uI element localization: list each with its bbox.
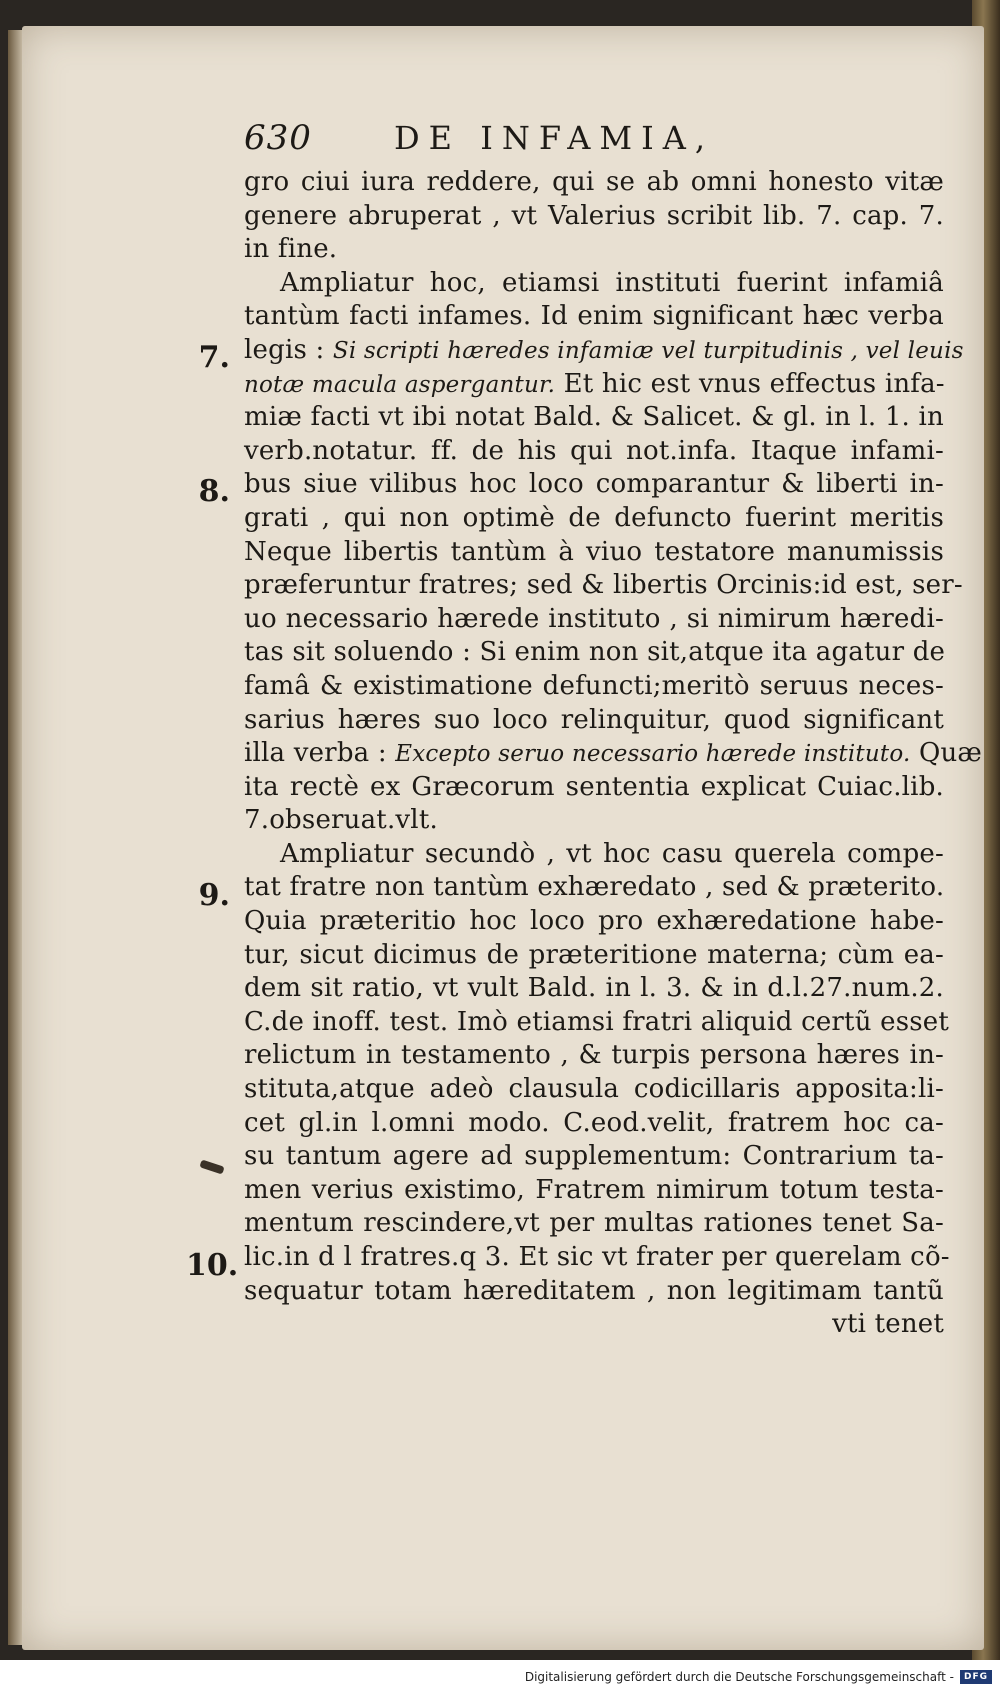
text-line: famâ & existimatione defuncti;meritò seruus neces- [244,670,944,701]
margin-note-9: 9. [198,878,230,913]
page-header [244,118,944,158]
italic-quote: notæ macula aspergantur. [244,371,556,398]
running-title: DE INFAMIA, [394,119,715,157]
text-line: Quia præteritio hoc loco pro exhæredatione habe- [244,906,944,937]
text-line: men verius existimo, Fratrem nimirum totum testa- [244,1174,944,1205]
text-line: Neque libertis tantùm à viuo testatore manumissis [244,536,944,567]
text-line: grati , qui non optimè de defuncto fuerint meritis [244,502,944,533]
text-line: 7.obseruat.vlt. [244,805,438,836]
text-line [244,737,983,771]
text-line: sequatur totam hæreditatem , non legitimam tantũ [244,1275,944,1306]
margin-note-7: 7. [198,340,230,375]
text-line: gro ciui iura reddere, qui se ab omni honesto vitæ [244,167,944,197]
text-line: su tantum agere ad supplementum: Contrarium ta- [244,1141,944,1172]
text-line: dem sit ratio, vt vult Bald. in l. 3. & in d.l.27.num.2. [244,973,944,1004]
text-line: tur, sicut dicimus de præteritione materna; cùm ea- [244,939,944,970]
text-line: miæ facti vt ibi notat Bald. & Salicet. & gl. in l. 1. in [244,402,944,433]
text-span: legis : [244,334,325,365]
text-line [244,334,964,368]
text-line: mentum rescindere,vt per multas rationes tenet Sa- [244,1208,944,1239]
text-line: C.de inoff. test. Imò etiamsi fratri aliquid certũ esset [244,1006,950,1037]
text-line: ita rectè ex Græcorum sententia explicat Cuiac.lib. [244,771,944,802]
text-line: uo necessario hærede instituto , si nimirum hæredi- [244,603,944,634]
text-line: præferuntur fratres; sed & libertis Orcinis:id est, ser- [244,570,963,601]
text-line: bus siue vilibus hoc loco comparantur & liberti in- [244,469,944,500]
text-line: tat fratre non tantùm exhæredato , sed & præterito. [244,872,945,903]
italic-quote: Si scripti hæredes infamiæ vel turpitudinis , vel leuis [332,337,964,364]
body-text [244,166,983,1342]
text-line: cet gl.in l.omni modo. C.eod.velit, fratrem hoc ca- [244,1107,944,1138]
text-line: relictum in testamento , & turpis persona hæres in- [244,1040,944,1071]
text-line: sarius hæres suo loco relinquitur, quod significant [244,704,944,735]
text-line: in fine. [244,234,338,265]
text-span: illa verba : [244,738,387,769]
digitization-footer [0,1662,992,1692]
text-line: lic.in d l fratres.q 3. Et sic vt frater per querelam cõ- [244,1242,950,1272]
text-line: stituta,atque adeò clausula codicillaris apposita:li- [244,1074,944,1105]
margin-note-10: 10. [186,1248,239,1283]
text-span: Et hic est vnus effectus infa- [563,368,945,399]
text-line: genere abruperat , vt Valerius scribit lib. 7. cap. 7. [244,200,944,231]
dfg-logo-icon: DFG [960,1670,992,1684]
text-span: Quæ [918,738,983,769]
text-line: Ampliatur secundò , vt hoc casu querela compe- [280,838,944,869]
text-line: verb.notatur. ff. de his qui not.infa. Itaque infami- [244,435,944,466]
page-number: 630 [244,118,312,158]
italic-quote: Excepto seruo necessario hærede instituto. [395,741,911,768]
text-line [244,368,944,402]
catchword: vti tenet [832,1309,944,1340]
margin-note-8: 8. [198,474,230,509]
footer-credit: Digitalisierung gefördert durch die Deutsche Forschungsgemeinschaft - [524,1670,954,1684]
text-line: Ampliatur hoc, etiamsi instituti fuerint infamiâ [280,267,944,298]
text-line: tantùm facti infames. Id enim significant hæc verba [244,301,944,332]
text-line: tas sit soluendo : Si enim non sit,atque ita agatur de [244,637,946,668]
